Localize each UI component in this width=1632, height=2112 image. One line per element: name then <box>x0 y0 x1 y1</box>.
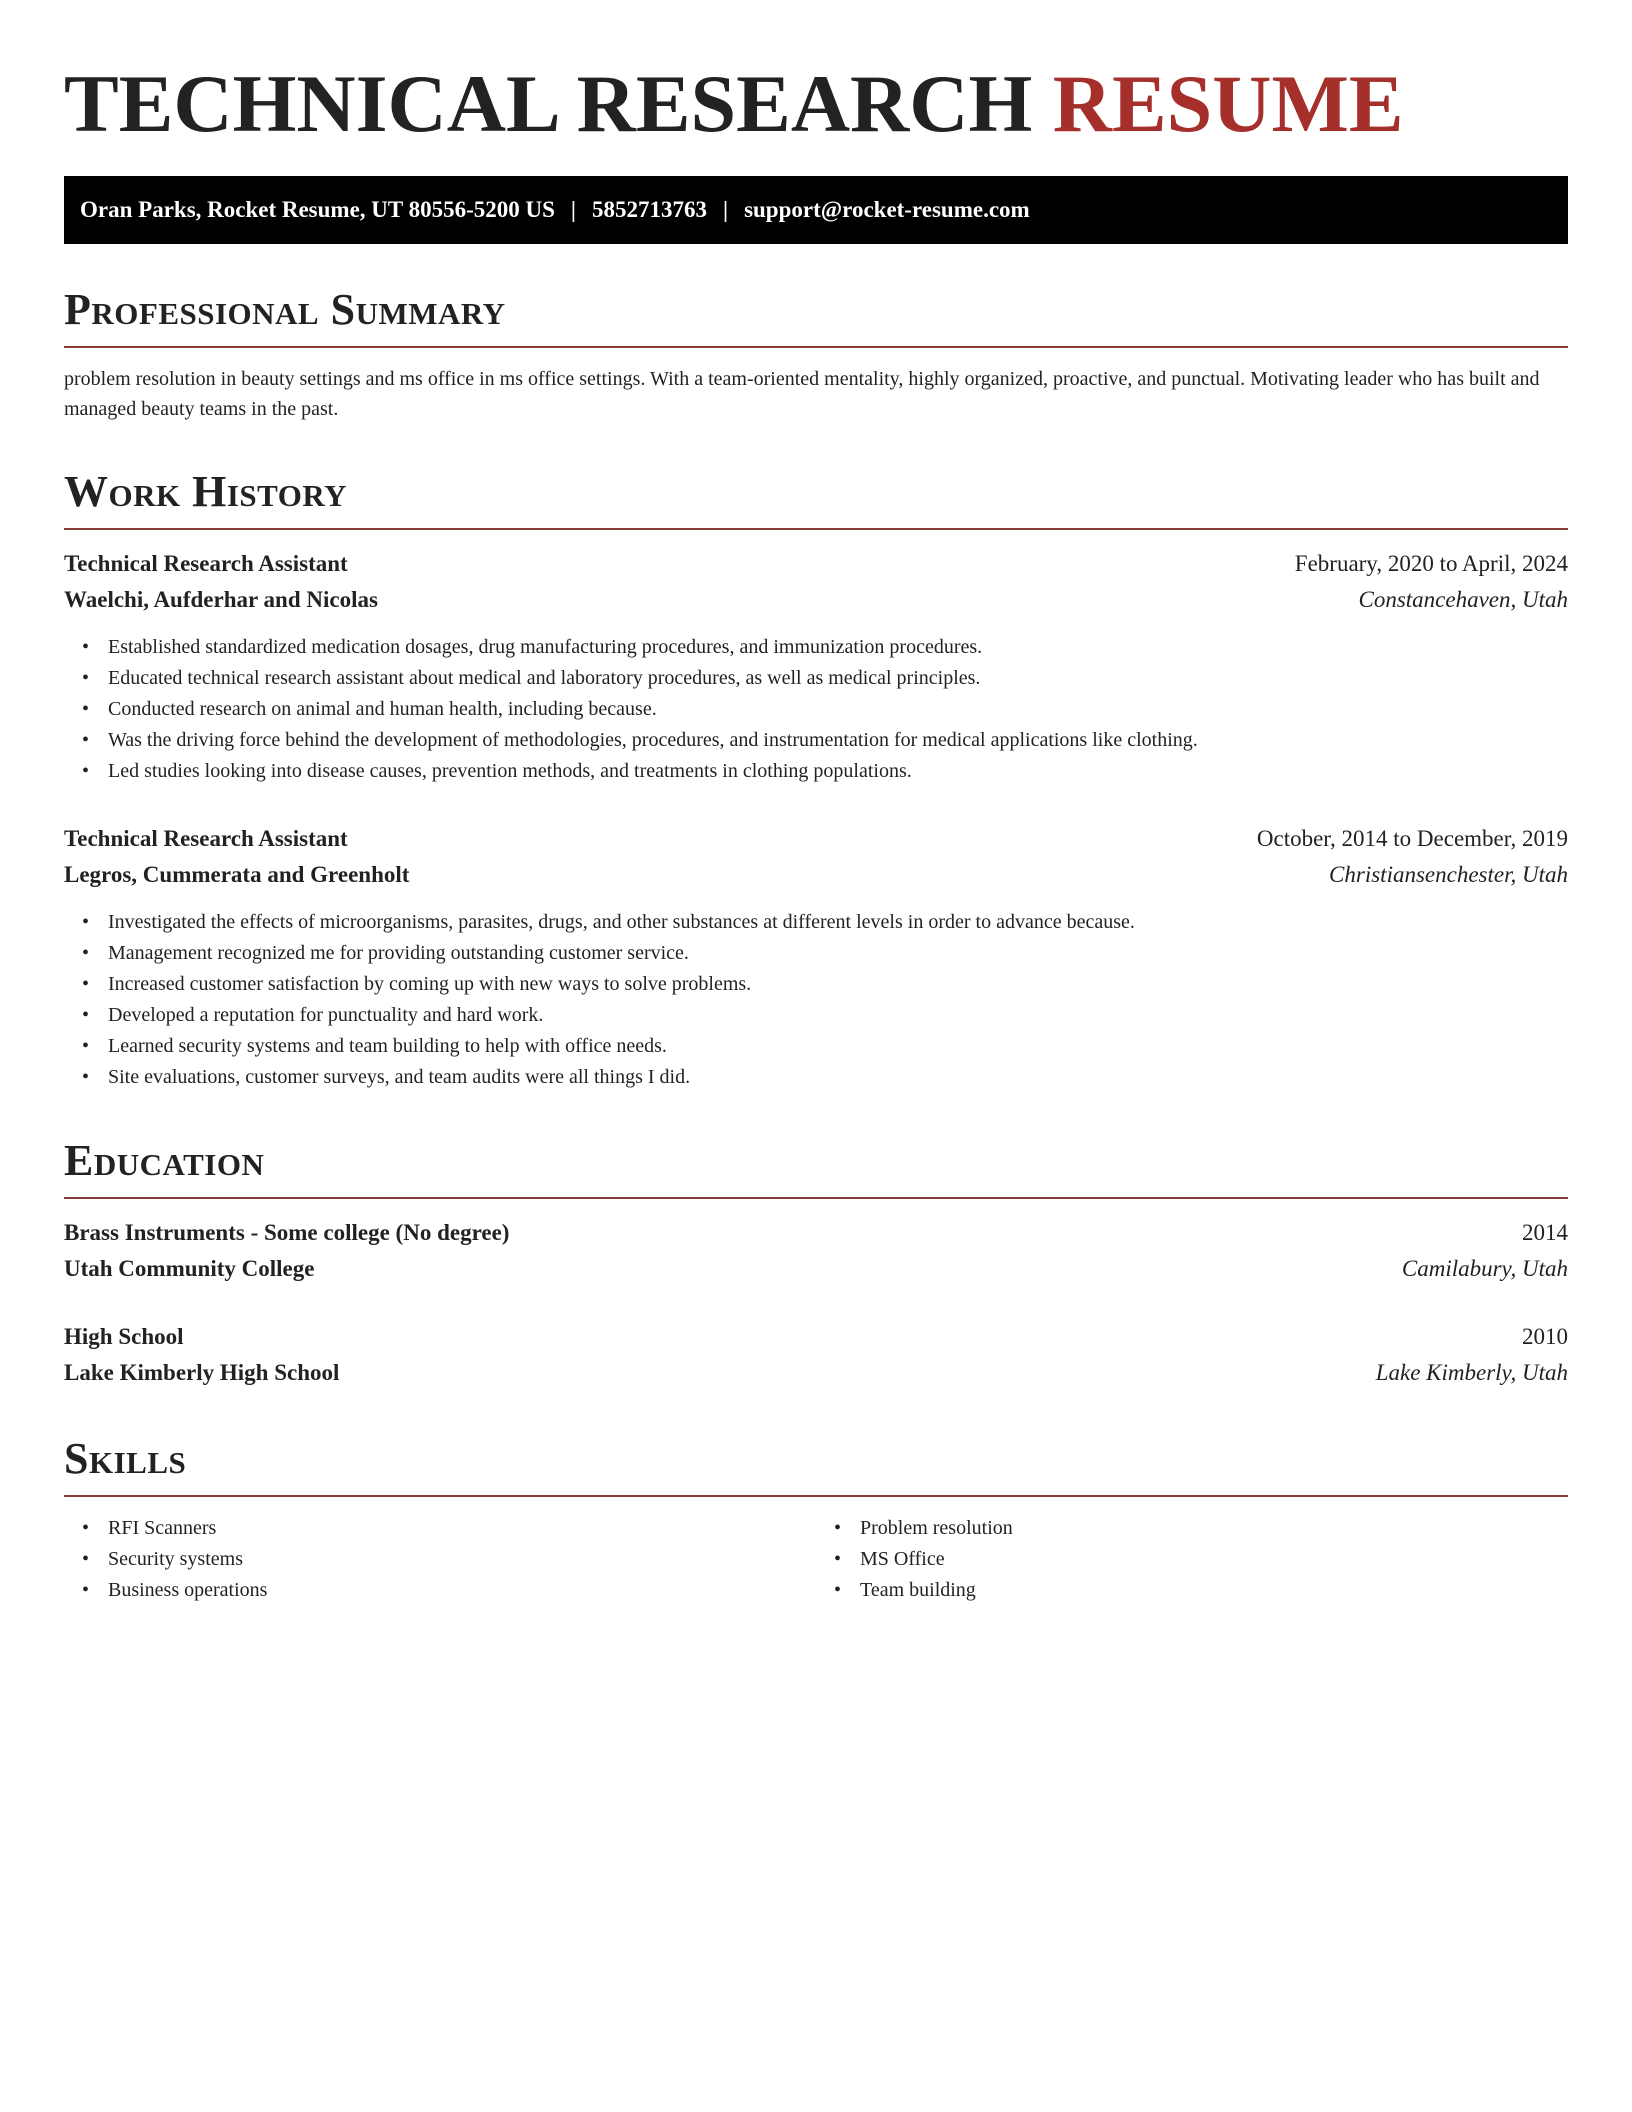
list-item: • Investigated the effects of microorganisms, parasites, drugs, and other substances at different levels in order to advance because. <box>108 907 1568 938</box>
education-school-row <box>64 1251 1568 1287</box>
summary-heading: Professional Summary <box>64 285 506 334</box>
list-item: • Established standardized medication dosages, drug manufacturing procedures, and immunization procedures. <box>108 632 1568 663</box>
list-item: • Increased customer satisfaction by coming up with new ways to solve problems. <box>108 969 1568 1000</box>
education-entry <box>64 1215 1568 1287</box>
education-school: Utah Community College <box>64 1256 315 1281</box>
education-location: Camilabury, Utah <box>1401 1256 1568 1281</box>
work-history-heading: Work History <box>64 467 348 516</box>
list-item: • Business operations <box>108 1575 816 1606</box>
job-dates: February, 2020 to April, 2024 <box>1294 551 1568 576</box>
list-item: • MS Office <box>860 1544 1568 1575</box>
education-year: 2014 <box>1522 1220 1568 1245</box>
list-item: • Led studies looking into disease causes, prevention methods, and treatments in clothing populations. <box>108 756 1568 787</box>
skills-heading: Skills <box>64 1434 187 1483</box>
skills-list <box>816 1513 1568 1606</box>
list-item: • Security systems <box>108 1544 816 1575</box>
education-degree: Brass Instruments - Some college (No degree) <box>64 1220 510 1245</box>
list-item: • Educated technical research assistant about medical and laboratory procedures, as well as medical principles. <box>108 663 1568 694</box>
list-item: • Conducted research on animal and human health, including because. <box>108 694 1568 725</box>
contact-address: Oran Parks, Rocket Resume, UT 80556-5200 US <box>80 197 555 222</box>
job-company: Waelchi, Aufderhar and Nicolas <box>64 587 378 612</box>
skills-column-right <box>816 1513 1568 1606</box>
education-location: Lake Kimberly, Utah <box>1375 1360 1568 1385</box>
list-item: • Developed a reputation for punctuality and hard work. <box>108 1000 1568 1031</box>
section-divider <box>64 346 1568 348</box>
list-item: • Site evaluations, customer surveys, and team audits were all things I did. <box>108 1062 1568 1093</box>
education-degree-row <box>64 1319 1568 1355</box>
title-accent: RESUME <box>1052 58 1404 149</box>
skills-column-left <box>64 1513 816 1606</box>
skills-grid <box>64 1513 1568 1606</box>
contact-separator: | <box>722 197 729 222</box>
list-item: • Team building <box>860 1575 1568 1606</box>
contact-separator: | <box>570 197 576 222</box>
list-item: • Management recognized me for providing outstanding customer service. <box>108 938 1568 969</box>
job-location: Christiansenchester, Utah <box>1329 862 1568 887</box>
job-entry <box>64 546 1568 787</box>
education-school: Lake Kimberly High School <box>64 1360 340 1385</box>
education-heading: Education <box>64 1136 265 1185</box>
resume-title <box>64 56 1568 152</box>
job-bullets <box>64 632 1568 787</box>
job-company-row <box>64 582 1568 618</box>
job-company-row <box>64 857 1568 893</box>
contact-phone: 5852713763 <box>591 197 707 222</box>
job-title: Technical Research Assistant <box>64 826 348 851</box>
list-item: • Was the driving force behind the development of methodologies, procedures, and instrumentation for medical applications like clothing. <box>108 725 1568 756</box>
summary-text: problem resolution in beauty settings and ms office in ms office settings. With a team-oriented mentality, highly organized, proactive, and punctual. Motivating leader who has built and managed beauty teams in the past. <box>64 368 1540 420</box>
job-location: Constancehaven, Utah <box>1358 587 1568 612</box>
job-header-row <box>64 821 1568 857</box>
list-item: • Learned security systems and team building to help with office needs. <box>108 1031 1568 1062</box>
job-company: Legros, Cummerata and Greenholt <box>64 862 410 887</box>
education-degree-row <box>64 1215 1568 1251</box>
job-header-row <box>64 546 1568 582</box>
education-entry <box>64 1319 1568 1391</box>
list-item: • Problem resolution <box>860 1513 1568 1544</box>
education-degree: High School <box>64 1324 184 1349</box>
skills-list <box>64 1513 816 1606</box>
section-divider <box>64 1495 1568 1497</box>
education-school-row <box>64 1355 1568 1391</box>
education-year: 2010 <box>1522 1324 1568 1349</box>
contact-bar <box>64 176 1568 244</box>
job-bullets <box>64 907 1568 1093</box>
job-dates: October, 2014 to December, 2019 <box>1256 826 1568 851</box>
section-divider <box>64 528 1568 530</box>
section-divider <box>64 1197 1568 1199</box>
job-entry <box>64 821 1568 1093</box>
job-title: Technical Research Assistant <box>64 551 348 576</box>
title-main: TECHNICAL RESEARCH <box>64 58 1033 149</box>
contact-email: support@rocket-resume.com <box>744 197 1030 222</box>
list-item: • RFI Scanners <box>108 1513 816 1544</box>
